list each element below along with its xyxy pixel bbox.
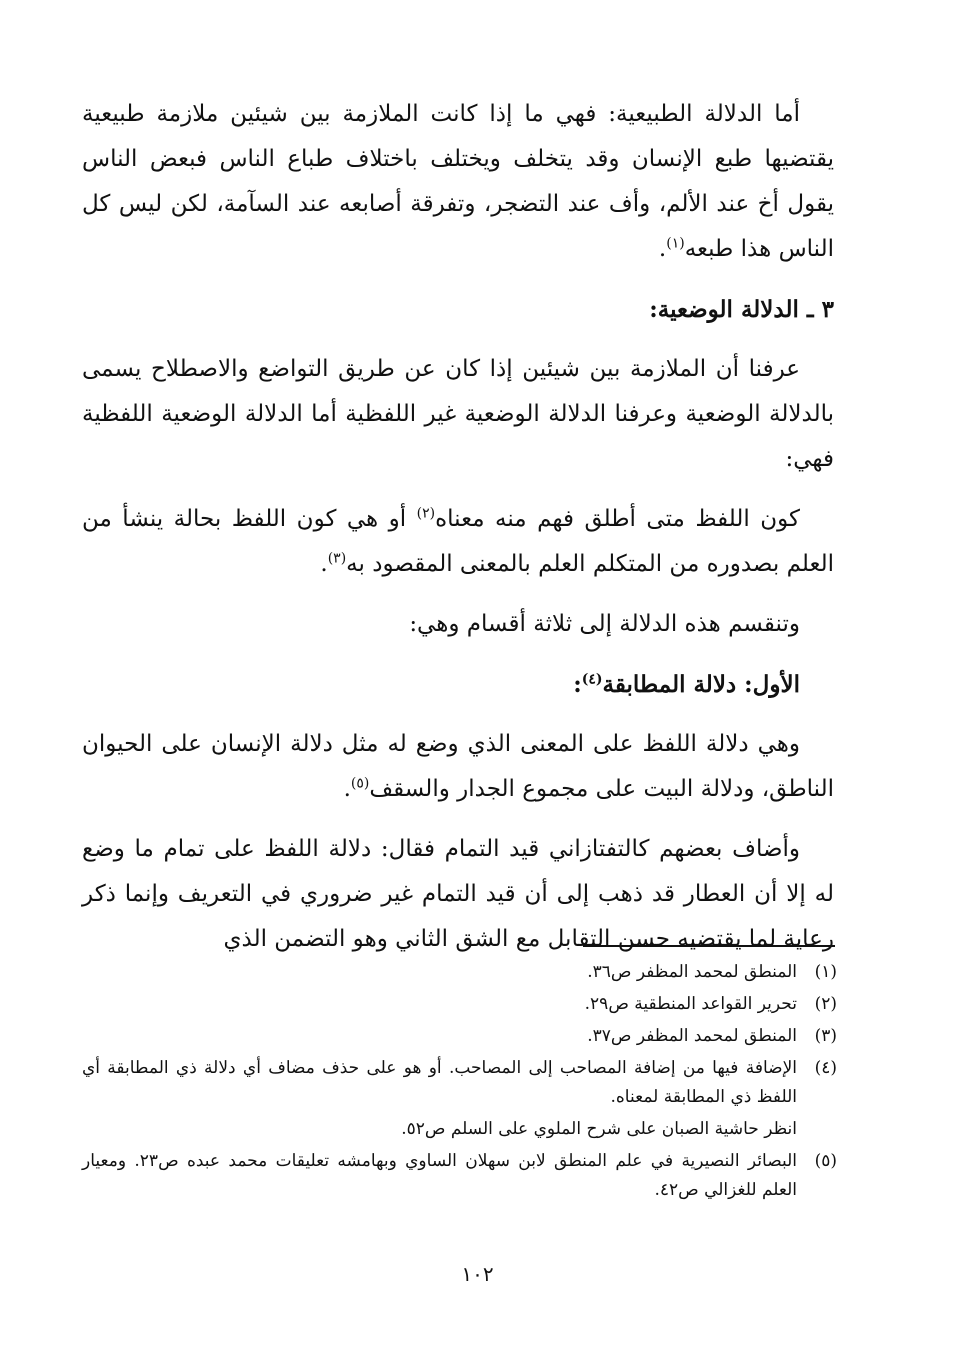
paragraph-text: أو هي كون اللفظ بحالة ينشأ من العلم بصدوره من المتكلم العلم بالمعنى المقصود به bbox=[82, 506, 834, 577]
paragraph-end: . bbox=[658, 236, 667, 262]
footnote-divider bbox=[583, 945, 835, 947]
footnote-text: المنطق لمحمد المظفر ص٣٦. bbox=[587, 962, 797, 982]
footnote-number: (٤) bbox=[814, 1058, 837, 1078]
footnote-ref-5[interactable]: (٥) bbox=[350, 775, 370, 792]
footnote-number: (٣) bbox=[814, 1026, 837, 1046]
page-number: ١٠٢ bbox=[461, 1262, 494, 1286]
paragraph-end: . bbox=[343, 776, 351, 802]
footnotes bbox=[82, 958, 837, 1208]
footnote-number: (٥) bbox=[814, 1151, 837, 1171]
footnote-4-continuation: انظر حاشية الصبان على شرح الملوي على السلم ص٥٢. bbox=[401, 1119, 797, 1139]
paragraph-natural-signification bbox=[82, 92, 834, 272]
section-heading: ٣ ـ الدلالة الوضعية: bbox=[649, 296, 834, 323]
footnote-number: (١) bbox=[814, 962, 837, 982]
footnote-text: المنطق لمحمد المظفر ص٣٧. bbox=[587, 1026, 797, 1046]
footnote-ref-4[interactable]: (٤) bbox=[581, 671, 603, 688]
footnote-text: الإضافة فيها من إضافة المصاحب إلى المصاحب. أو هو على حذف مضاف أي دلالة ذي المطابقة أي اللفظ ذي المطابقة لمعناه. bbox=[82, 1058, 797, 1107]
footnote-ref-3[interactable]: (٣) bbox=[327, 550, 347, 567]
paragraph-definition bbox=[82, 497, 834, 587]
footnote-4 bbox=[82, 1054, 837, 1112]
main-text bbox=[82, 92, 834, 977]
paragraph-taftazani: وأضاف بعضهم كالتفتازاني قيد التمام فقال: دلالة اللفظ على تمام ما وضع له إلا أن العطار قد ذهب إلى أن قيد التمام غير ضروري في التعريف وإنما ذكر رعاية لما يقتضيه حسن التقابل مع الشق الثاني وهو التضمن الذي bbox=[82, 836, 834, 952]
footnote-1 bbox=[82, 958, 837, 987]
paragraph-text: أما الدلالة الطبيعية: فهي ما إذا كانت الملازمة بين شيئين ملازمة طبيعية يقتضيها طبع الإنسان وقد يتخلف ويختلف باختلاف طباع الناس فبعض الناس يقول أخ عند الألم، وأف عند التضجر، وتفرقة أصابعه عند السآمة، لكن ليس كل الناس هذا طبعه bbox=[82, 101, 834, 262]
sub-heading-text: الأول: دلالة المطابقة bbox=[602, 671, 800, 698]
paragraph-text: وهي دلالة اللفظ على المعنى الذي وضع له مثل دلالة الإنسان على الحيوان الناطق، ودلالة البيت على مجموع الجدار والسقف bbox=[82, 731, 834, 802]
footnote-ref-2[interactable]: (٢) bbox=[416, 505, 436, 522]
paragraph-division: وتنقسم هذه الدلالة إلى ثلاثة أقسام وهي: bbox=[409, 611, 800, 637]
footnote-text: تحرير القواعد المنطقية ص٢٩. bbox=[584, 994, 797, 1014]
footnote-5 bbox=[82, 1147, 837, 1205]
footnote-text: البصائر النصيرية في علم المنطق لابن سهلان الساوي وبهامشه تعليقات محمد عبده ص٢٣. ومعيار العلم للغزالي ص٤٢. bbox=[82, 1151, 797, 1200]
footnote-2 bbox=[82, 990, 837, 1019]
paragraph-conventional-signification: عرفنا أن الملازمة بين شيئين إذا كان عن طريق التواضع والاصطلاح يسمى بالدلالة الوضعية وعرفنا الدلالة الوضعية غير اللفظية أما الدلالة الوضعية اللفظية فهي: bbox=[82, 356, 834, 472]
sub-heading-first bbox=[82, 662, 834, 707]
paragraph-correspondence bbox=[82, 722, 834, 812]
footnote-number: (٢) bbox=[814, 994, 837, 1014]
paragraph-end: . bbox=[320, 551, 328, 577]
footnote-3 bbox=[82, 1022, 837, 1051]
paragraph-text: كون اللفظ متى أطلق فهم منه معناه bbox=[435, 506, 801, 532]
sub-heading-end: : bbox=[573, 671, 582, 698]
footnote-ref-1[interactable]: (١) bbox=[666, 235, 685, 252]
